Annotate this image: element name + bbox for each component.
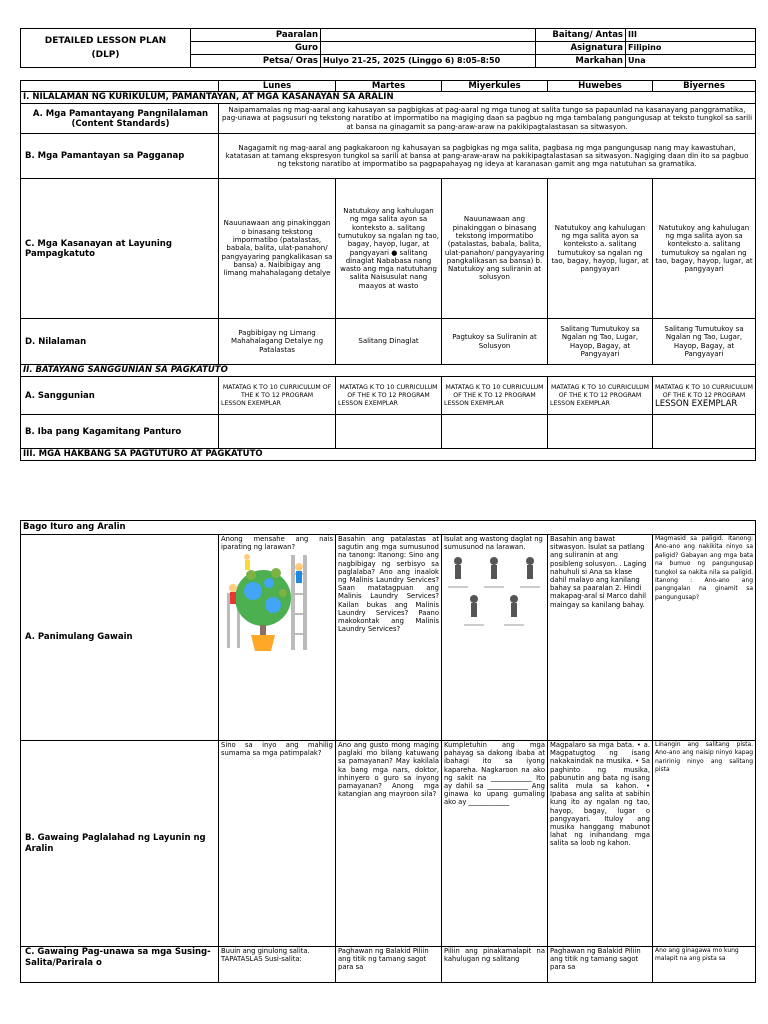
row-label-panimulang-gawain: A. Panimulang Gawain (21, 535, 219, 741)
row-label-sanggunian: A. Sanggunian (21, 377, 219, 415)
day-header-huwebes: Huwebes (548, 81, 653, 92)
nilalaman-lunes: Pagbibigay ng Limang Mahahalagang Detalye ng Patalastas (219, 319, 336, 365)
nilalaman-miyerkules: Pagtukoy sa Suliranin at Solusyon (442, 319, 548, 365)
competency-martes: Natutukoy ang kahulugan ng mga salita ayon sa konteksto a. salitang tumutukoy sa ngalan ng tao, bagay, hayop, lugar, at pangyayari ● salitang dinaglat Nababasa nang wasto ang mga natutuhang salita Naisusulat nang maayos at wasto (336, 179, 442, 319)
panimula-biyernes: Magmasid sa paligid. Itanong: Ano-ano ang nakikita ninyo sa paligid? Gabayan ang mga bata na bumuo ng pangungusap tungkol sa nakita nila sa paligid. Itanong : Ano-ano ang pangngalan na ginamit sa pangungusap? (653, 535, 756, 741)
competency-miyerkules: Nauunawaan ang pinakinggan o binasang tekstong impormatibo (patalastas, babala, balita, ulat-panahon/ pangyayaring pangkalikasan sa bansa) b. Natutukoy ang suliranin at solusyon (442, 179, 548, 319)
sanggunian-miyerkules: MATATAG K TO 10 CURRICULUM OF THE K TO 12 PROGRAM LESSON EXEMPLAR (442, 377, 548, 415)
competency-huwebes: Natutukoy ang kahulugan ng mga salita ayon sa konteksto a. salitang tumutukoy sa ngalan ng tao, bagay, hayop, lugar, at pangyayari (548, 179, 653, 319)
content-standards-text: Naipamamalas ng mag-aaral ang kahusayan sa pagbigkas at pag-aaral ng mga tunog at salita tungo sa papaunlad na kasanayang panggramatika, pag-unawa at pagsusuri ng tekstong naratibo at impormatibo na magiging daan sa pagbuo ng mga tambalang pangungusap at teksto tungkol sa sarili at bansa na ginagamit sa pang-araw-araw na pakikipagtalastasan sa sitwasyon. (219, 104, 756, 134)
label-petsa: Petsa/ Oras (191, 55, 321, 68)
row-label-content-standards: A. Mga Pamantayang Pangnilalaman (Content Standards) (21, 104, 219, 134)
doc-title: DETAILED LESSON PLAN (DLP) (21, 29, 191, 68)
header-table (20, 28, 756, 68)
kagamitan-biyernes (653, 415, 756, 449)
nilalaman-huwebes: Salitang Tumutukoy sa Ngalan ng Tao, Lugar, Hayop, Bagay, at Pangyayari (548, 319, 653, 365)
value-asignatura: Filipino (626, 42, 756, 55)
nilalaman-biyernes: Salitang Tumutukoy sa Ngalan ng Tao, Lugar, Hayop, Bagay, at Pangyayari (653, 319, 756, 365)
pagunawa-lunes: Buuin ang ginulong salita. TAPATASLAS Susi-salita: (219, 947, 336, 983)
competency-biyernes: Natutukoy ang kahulugan ng mga salita ayon sa konteksto a. salitang tumutukoy sa ngalan ng tao, bagay, hayop, lugar, at pangyayari (653, 179, 756, 319)
paglalahad-biyernes: Linangin ang salitang pista. Ano-ano ang naisip ninyo kapag naririnig ninyo ang salitang pista (653, 741, 756, 947)
sanggunian-huwebes: MATATAG K TO 10 CURRICULUM OF THE K TO 12 PROGRAM LESSON EXEMPLAR (548, 377, 653, 415)
pagunawa-miyerkules: Piliin ang pinakamalapit na kahulugan ng salitang (442, 947, 548, 983)
day-header-martes: Martes (336, 81, 442, 92)
value-markahan: Una (626, 55, 756, 68)
row-label-pag-unawa: C. Gawaing Pag-unawa sa mga Susing-Salita/Parirala o (21, 947, 219, 983)
label-paaralan: Paaralan (191, 29, 321, 42)
paglalahad-martes: Ano ang gusto mong maging paglaki mo bilang katuwang sa pamayanan? May kakilala ka bang mga nars, doktor, inhinyero o guro sa inyong pamayanan? Anong mga katangian ang mayroon sila? (336, 741, 442, 947)
value-paaralan (321, 29, 536, 42)
paglalahad-lunes: Sino sa inyo ang mahilig sumama sa mga patimpalak? (219, 741, 336, 947)
value-guro (321, 42, 536, 55)
competency-lunes: Nauunawaan ang pinakinggan o binasang tekstong impormatibo (patalastas, babala, balita, ulat-panahon/ pangyayaring pangkalikasan sa bansa) a. Naibibigay ang limang mahahalagang detalye (219, 179, 336, 319)
curriculum-table (20, 80, 756, 461)
value-baitang: III (626, 29, 756, 42)
bago-ituro-title: Bago Ituro ang Aralin (21, 521, 756, 535)
panimula-miyerkules: Isulat ang wastong daglat ng sumusunod na larawan. (442, 535, 548, 741)
row-label-nilalaman: D. Nilalaman (21, 319, 219, 365)
pagunawa-martes: Paghawan ng Balakid Piliin ang titik ng tamang sagot para sa (336, 947, 442, 983)
nilalaman-martes: Salitang Dinaglat (336, 319, 442, 365)
paglalahad-huwebes: Magpalaro sa mga bata. • a. Magpatugtog ng isang nakakaindak na musika. • Sa paghinto ng musika, pabunutin ang bata ng isang salita mula sa kahon. • Ipabasa ang salita at sabihin kung ito ay ngalan ng tao, hayop, bagay, lugar o pangyayari. Ituloy ang musika hanggang mabunot lahat ng inihandang mga salita sa loob ng kahon. (548, 741, 653, 947)
label-guro: Guro (191, 42, 321, 55)
section-3-title: III. MGA HAKBANG SA PAGTUTURO AT PAGKATUTO (21, 449, 756, 461)
sanggunian-lunes: MATATAG K TO 10 CURRICULUM OF THE K TO 12 PROGRAM LESSON EXEMPLAR (219, 377, 336, 415)
kagamitan-miyerkules (442, 415, 548, 449)
procedure-table (20, 520, 756, 983)
row-label-learning-competencies: C. Mga Kasanayan at Layuning Pampagkatuto (21, 179, 219, 319)
section-1-title: I. NILALAMAN NG KURIKULUM, PAMANTAYAN, AT MGA KASANAYAN SA ARALIN (21, 92, 756, 104)
kagamitan-huwebes (548, 415, 653, 449)
day-header-lunes: Lunes (219, 81, 336, 92)
label-markahan: Markahan (536, 55, 626, 68)
people-illustrations (444, 553, 544, 643)
performance-standards-text: Nagagamit ng mag-aaral ang pagkakaroon ng kahusayan sa pagbigkas ng mga salita, pagbasa ng mga pangungusap nang may kawastuhan, katatasan at tamang ekspresyon tungkol sa sarili at bansa at pang-araw-araw na pakikipagtalastasan sa sitwasyon. Nagiging daan din ito sa pagbuo ng tekstong naratibo at impormatibo sa pagpapahayag ng ideya at karanasan gamit ang mga natutuhan sa gramatika. (219, 134, 756, 179)
earth-tree-illustration (221, 553, 311, 653)
panimula-lunes: Anong mensahe ang nais iparating ng larawan? (219, 535, 336, 741)
sanggunian-martes: MATATAG K TO 10 CURRICULUM OF THE K TO 12 PROGRAM LESSON EXEMPLAR (336, 377, 442, 415)
pagunawa-huwebes: Paghawan ng Balakid Piliin ang titik ng tamang sagot para sa (548, 947, 653, 983)
row-label-performance-standards: B. Mga Pamantayan sa Pagganap (21, 134, 219, 179)
panimula-martes: Basahin ang patalastas at sagutin ang mga sumusunod na tanong: Itanong: Sino ang nagbibigay ng serbisyo sa paglalaba? Ano ang inaalok ng Malinis Laundry Services? Saan matatagpuan ang Malinis Laundry Services? Kailan bukas ang Malinis Laundry Services? Paano makokontak ang Malinis Laundry Services? (336, 535, 442, 741)
kagamitan-martes (336, 415, 442, 449)
row-label-iba-pang-kagamitan: B. Iba pang Kagamitang Panturo (21, 415, 219, 449)
label-baitang: Baitang/ Antas (536, 29, 626, 42)
day-header-blank (21, 81, 219, 92)
label-asignatura: Asignatura (536, 42, 626, 55)
panimula-huwebes: Basahin ang bawat sitwasyon. Isulat sa patlang ang suliranin at ang posibleng solusyon. . Laging nahuhuli si Ana sa klase dahil malayo ang kanilang bahay sa paaralan 2. Hindi makapag-aral si Marco dahil maingay sa kanilang bahay. (548, 535, 653, 741)
paglalahad-miyerkules: Kumpletuhin ang mga pahayag sa dakong ibaba at ibahagi ito sa iyong kapareha. Nagkaroon na ako ng sakit na ____________ Ito ay dahil sa ____________ Ang ginawa ko upang gumaling ako ay ____________ (442, 741, 548, 947)
sanggunian-biyernes: MATATAG K TO 10 CURRICULUM OF THE K TO 12 PROGRAM LESSON EXEMPLAR (653, 377, 756, 415)
value-petsa: Hulyo 21-25, 2025 (Linggo 6) 8:05-8:50 (321, 55, 536, 68)
row-label-paglalahad: B. Gawaing Paglalahad ng Layunin ng Aralin (21, 741, 219, 947)
day-header-miyerkules: Miyerkules (442, 81, 548, 92)
day-header-biyernes: Biyernes (653, 81, 756, 92)
kagamitan-lunes (219, 415, 336, 449)
section-2-title: II. BATAYANG SANGGUNIAN SA PAGKATUTO (21, 365, 756, 377)
pagunawa-biyernes: Ano ang ginagawa mo kung malapit na ang pista sa (653, 947, 756, 983)
